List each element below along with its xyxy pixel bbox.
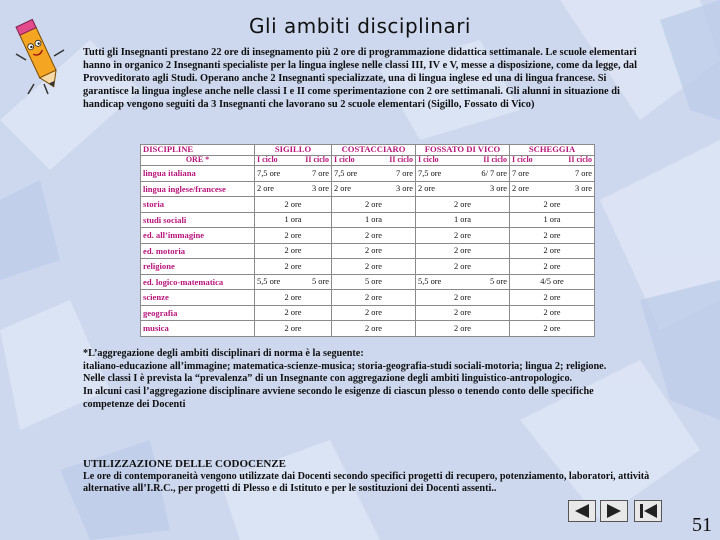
table-row xyxy=(141,243,595,259)
hours-cell: 2 ore xyxy=(255,228,332,244)
header-school: SCHEGGIA xyxy=(510,145,595,156)
table-row xyxy=(141,197,595,213)
hours-cell: 2 ore xyxy=(416,228,510,244)
hours-cell: 5 ore xyxy=(332,274,416,290)
hours-cell: 2 ore xyxy=(416,290,510,306)
table-header-row xyxy=(141,145,595,156)
hours-cell xyxy=(255,274,332,290)
subjects-hours-table xyxy=(140,144,595,337)
header-school: SIGILLO xyxy=(255,145,332,156)
table-row xyxy=(141,290,595,306)
hours-cell: 2 ore xyxy=(255,321,332,337)
hours-cell: 2 ore xyxy=(510,259,595,275)
first-slide-icon xyxy=(635,501,661,521)
header-cycles xyxy=(416,156,510,166)
next-slide-button[interactable] xyxy=(600,500,628,522)
hours-cell: 2 ore xyxy=(332,259,416,275)
hours-cell: 2 ore xyxy=(255,259,332,275)
note-line: Nelle classi I è prevista la “prevalenza” di un Insegnante con aggregazione degli ambiti linguistico-antropologico. xyxy=(83,373,573,385)
hours-value: 5 ore xyxy=(312,277,329,287)
table-row xyxy=(141,274,595,290)
hours-value: 2 ore xyxy=(257,184,274,194)
table-row xyxy=(141,181,595,197)
slide-title: Gli ambiti disciplinari xyxy=(249,14,471,38)
previous-slide-icon xyxy=(569,501,595,521)
hours-cell: 2 ore xyxy=(255,243,332,259)
hours-cell: 2 ore xyxy=(332,228,416,244)
header-cycles xyxy=(510,156,595,166)
hours-value: 7,5 ore xyxy=(334,168,358,178)
cycle-1-label: I ciclo xyxy=(334,155,355,164)
hours-value: 5,5 ore xyxy=(418,277,442,287)
hours-cell: 1 ora xyxy=(510,212,595,228)
hours-cell xyxy=(332,181,416,197)
subject-cell: musica xyxy=(141,321,255,337)
hours-cell xyxy=(510,166,595,182)
table-subheader-row xyxy=(141,156,595,166)
codocenze-text: Le ore di contemporaneità vengono utilizzate dai Docenti secondo specifici progetti di recupero, potenziamento, laboratori, attività alternative all’I.R.C., per progetti di Plesso e di Istituto e per le sostituzioni dei Docenti assenti.. xyxy=(83,470,650,495)
hours-value: 2 ore xyxy=(334,184,351,194)
subject-cell: storia xyxy=(141,197,255,213)
hours-cell: 2 ore xyxy=(510,305,595,321)
next-slide-icon xyxy=(601,501,627,521)
table-row xyxy=(141,305,595,321)
hours-value: 7 ore xyxy=(396,168,413,178)
cycle-1-label: I ciclo xyxy=(418,155,439,164)
header-school: COSTACCIARO xyxy=(332,145,416,156)
hours-cell xyxy=(332,166,416,182)
table-row xyxy=(141,259,595,275)
hours-cell: 2 ore xyxy=(332,321,416,337)
subject-cell: ed. logico-matematica xyxy=(141,274,255,290)
hours-cell xyxy=(510,181,595,197)
cycle-2-label: II ciclo xyxy=(305,155,329,164)
subject-cell: scienze xyxy=(141,290,255,306)
hours-cell: 1 ora xyxy=(332,212,416,228)
intro-text: Tutti gli Insegnanti prestano 22 ore di insegnamento più 2 ore di programmazione didattica settimanale. Le scuole elementari hanno in organico 2 Insegnanti specialiste per la lingua inglese nelle classi III, IV e V, messe a disposizione, come da legge, dal Provveditorato agli Studi. Operano anche 2 Insegnanti specializzate, una di lingua inglese ed una di lingua francese. Si garantisce la lingua inglese anche nelle classi I e II come sperimentazione con 2 ore settimanali. Gli alunni in situazione di handicap vengono seguiti da 3 Insegnanti che lavorano su 2 scuole elementari (Sigillo, Fossato di Vico) xyxy=(83,47,638,111)
subject-cell: geografia xyxy=(141,305,255,321)
subject-cell: ed. motoria xyxy=(141,243,255,259)
hours-cell xyxy=(255,181,332,197)
hours-cell xyxy=(416,274,510,290)
table-row xyxy=(141,166,595,182)
hours-cell: 2 ore xyxy=(510,321,595,337)
subject-cell: studi sociali xyxy=(141,212,255,228)
hours-cell: 2 ore xyxy=(416,305,510,321)
cycle-2-label: II ciclo xyxy=(483,155,507,164)
hours-cell: 2 ore xyxy=(416,243,510,259)
hours-cell xyxy=(416,181,510,197)
header-hours: ORE * xyxy=(141,156,255,166)
header-cycles xyxy=(332,156,416,166)
table-row xyxy=(141,321,595,337)
hours-cell: 2 ore xyxy=(255,290,332,306)
cycle-2-label: II ciclo xyxy=(389,155,413,164)
hours-cell: 2 ore xyxy=(255,197,332,213)
note-line: *L’aggregazione degli ambiti disciplinari di norma è la seguente: xyxy=(83,348,364,359)
header-cycles xyxy=(255,156,332,166)
hours-value: 7 ore xyxy=(575,168,592,178)
hours-value: 3 ore xyxy=(490,184,507,194)
header-discipline: DISCIPLINE xyxy=(141,145,255,156)
hours-value: 3 ore xyxy=(312,184,329,194)
subject-cell: lingua italiana xyxy=(141,166,255,182)
hours-cell: 2 ore xyxy=(332,305,416,321)
pencil-mascot-icon xyxy=(8,14,70,96)
codocenze-title: UTILIZZAZIONE DELLE CODOCENZE xyxy=(83,458,286,470)
hours-cell: 1 ora xyxy=(255,212,332,228)
first-slide-button[interactable] xyxy=(634,500,662,522)
hours-cell: 4/5 ore xyxy=(510,274,595,290)
hours-cell xyxy=(416,166,510,182)
hours-cell: 2 ore xyxy=(510,243,595,259)
hours-value: 5 ore xyxy=(490,277,507,287)
hours-value: 7,5 ore xyxy=(257,168,281,178)
cycle-1-label: I ciclo xyxy=(257,155,278,164)
hours-value: 7 ore xyxy=(312,168,329,178)
hours-value: 3 ore xyxy=(575,184,592,194)
hours-cell: 2 ore xyxy=(416,321,510,337)
hours-cell: 2 ore xyxy=(332,197,416,213)
hours-cell: 2 ore xyxy=(416,259,510,275)
table-body xyxy=(141,166,595,337)
hours-cell: 2 ore xyxy=(510,197,595,213)
codocenze-section xyxy=(83,458,653,496)
hours-cell: 2 ore xyxy=(332,243,416,259)
hours-value: 7,5 ore xyxy=(418,168,442,178)
hours-cell: 2 ore xyxy=(510,290,595,306)
hours-value: 2 ore xyxy=(418,184,435,194)
subject-cell: lingua inglese/francese xyxy=(141,181,255,197)
table-row xyxy=(141,228,595,244)
intro-paragraph xyxy=(83,46,653,111)
page-number: 51 xyxy=(692,514,712,536)
hours-cell: 2 ore xyxy=(255,305,332,321)
cycle-2-label: II ciclo xyxy=(568,155,592,164)
hours-value: 2 ore xyxy=(512,184,529,194)
aggregation-notes xyxy=(83,348,643,412)
hours-cell xyxy=(255,166,332,182)
hours-cell: 2 ore xyxy=(332,290,416,306)
subject-cell: religione xyxy=(141,259,255,275)
note-line: italiano-educazione all’immagine; matematica-scienze-musica; storia-geografia-studi sociali-motoria; lingua 2; religione. xyxy=(83,360,607,372)
note-line: In alcuni casi l’aggregazione disciplinare avviene secondo le esigenze di ciascun plesso o tenendo conto delle specifiche competenze dei Docenti xyxy=(83,386,594,410)
previous-slide-button[interactable] xyxy=(568,500,596,522)
hours-cell: 2 ore xyxy=(510,228,595,244)
hours-value: 3 ore xyxy=(396,184,413,194)
hours-value: 5,5 ore xyxy=(257,277,281,287)
subject-cell: ed. all’immagine xyxy=(141,228,255,244)
hours-value: 7 ore xyxy=(512,168,529,178)
hours-cell: 2 ore xyxy=(416,197,510,213)
hours-value: 6/ 7 ore xyxy=(481,168,507,178)
table-row xyxy=(141,212,595,228)
hours-cell: 1 ora xyxy=(416,212,510,228)
cycle-1-label: I ciclo xyxy=(512,155,533,164)
header-school: FOSSATO DI VICO xyxy=(416,145,510,156)
